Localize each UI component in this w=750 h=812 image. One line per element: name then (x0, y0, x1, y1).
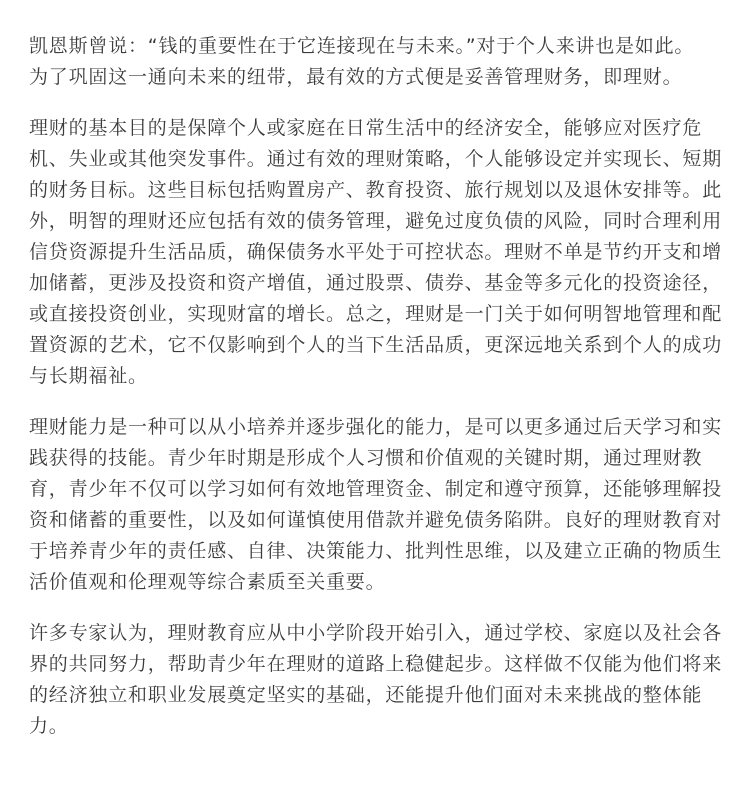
text-line: 的财务目标。这些目标包括购置房产、教育投资、旅行规划以及退休安排等。此 (29, 179, 723, 201)
text-line: 践获得的技能。青少年时期是形成个人习惯和价值观的关键时期，通过理财教 (29, 447, 703, 469)
text-line: 为了巩固这一通向未来的纽带，最有效的方式便是妥善管理财务，即理财。 (29, 66, 683, 88)
paragraph-purpose-of-finance (29, 113, 726, 392)
text-line: 的经济独立和职业发展奠定坚实的基础，还能提升他们面对未来挑战的整体能 (29, 684, 703, 706)
text-line: 信贷资源提升生活品质，确保债务水平处于可控状态。理财不单是节约开支和增 (29, 241, 723, 263)
text-line: 或直接投资创业，实现财富的增长。总之，理财是一门关于如何明智地管理和配 (29, 303, 723, 325)
text-line: 外，明智的理财还应包括有效的债务管理，避免过度负债的风险，同时合理利用 (29, 210, 723, 232)
text-line: 加储蓄，更涉及投资和资产增值，通过股票、债券、基金等多元化的投资途径， (29, 272, 723, 294)
text-line: 力。 (29, 715, 69, 737)
text-line: 理财的基本目的是保障个人或家庭在日常生活中的经济安全，能够应对医疗危 (29, 117, 703, 139)
text-line: 置资源的艺术，它不仅影响到个人的当下生活品质，更深远地关系到个人的成功 (29, 334, 723, 356)
paragraph-keynes-quote (29, 31, 726, 93)
text-line: 界的共同努力，帮助青少年在理财的道路上稳健起步。这样做不仅能为他们将来 (29, 653, 723, 675)
text-line: 与长期福祉。 (29, 365, 148, 387)
text-line: 机、失业或其他突发事件。通过有效的理财策略，个人能够设定并实现长、短期 (29, 148, 723, 170)
paragraph-financial-ability (29, 412, 726, 598)
text-line: 凯恩斯曾说：“钱的重要性在于它连接现在与未来。”对于个人来讲也是如此。 (29, 35, 695, 57)
text-line: 于培养青少年的责任感、自律、决策能力、批判性思维，以及建立正确的物质生 (29, 540, 723, 562)
text-line: 育，青少年不仅可以学习如何有效地管理资金、制定和遵守预算，还能够理解投 (29, 478, 723, 500)
text-line: 许多专家认为，理财教育应从中小学阶段开始引入，通过学校、家庭以及社会各 (29, 622, 723, 644)
text-line: 活价值观和伦理观等综合素质至关重要。 (29, 571, 386, 593)
paragraph-expert-opinion (29, 618, 726, 742)
text-line: 理财能力是一种可以从小培养并逐步强化的能力，是可以更多通过后天学习和实 (29, 416, 723, 438)
text-line: 资和储蓄的重要性，以及如何谨慎使用借款并避免债务陷阱。良好的理财教育对 (29, 509, 723, 531)
